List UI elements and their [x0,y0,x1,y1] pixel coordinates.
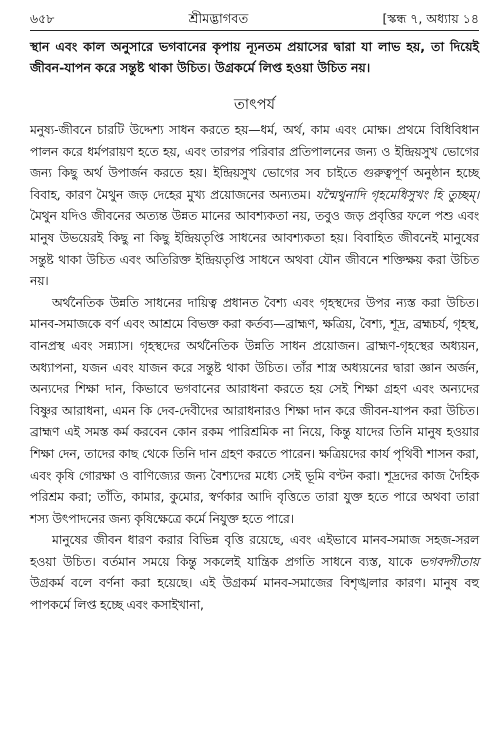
chapter-reference: [স্কন্ধ ৭, অধ্যায় ১৪ [382,11,479,26]
paragraph-1-quote: যন্মৈথুনাদি গৃহমেধিসুখং হি তুচ্ছম্। [315,187,480,202]
purport-heading: তাৎপর্য [233,97,276,113]
running-header [30,10,479,28]
paragraph-2: অর্থনৈতিক উন্নতি সাধনের দায়িত্ব প্রধানত বৈশ্য এবং গৃহস্থদের উপর ন্যস্ত করা উচিত। মানব-সমাজকে বর্ণ এবং আশ্রমে বিভক্ত করা কর্তব্য—ব্রাহ্মণ, ক্ষত্রিয়, বৈশ্য, শূদ্র, ব্রহ্মচর্য, গৃহস্থ, বানপ্রস্থ এবং সন্ন্যাস। গৃহস্থদের অর্থনৈতিক উন্নতি সাধন প্রয়োজন। ব্রাহ্মণ-গৃহস্থের অধ্যয়ন, অধ্যাপনা, যজন এবং যাজন করে সন্তুষ্ট থাকা উচিত। তাঁর শাস্ত্র অধ্যয়নের দ্বারা জ্ঞান অর্জন, অন্যদের শিক্ষা দান, কিভাবে ভগবানের আরাধনা করতে হয় সেই শিক্ষা গ্রহণ এবং অন্যদের বিষ্ণুর আরাধনা, এমন কি দেব-দেবীদের আরাধনারও শিক্ষা দান করে জীবন-যাপন করা উচিত। ব্রাহ্মণ এই সমস্ত কর্ম করবেন কোন রকম পারিশ্রমিক না নিয়ে, কিন্তু যাদের তিনি মানুষ হওয়ার শিক্ষা দেন, তাদের কাছ থেকে তিনি দান গ্রহণ করতে পারেন। ক্ষত্রিয়দের কার্য পৃথিবী শাসন করা, এবং কৃষি গোরক্ষা ও বাণিজ্যের জন্য বৈশ্যদের মধ্যে সেই ভূমি বণ্টন করা। শূদ্রদের কাজ দৈহিক পরিশ্রম করা; তাঁতি, কামার, কুমোর, স্বর্ণকার আদি বৃত্তিতে তারা যুক্ত হতে পারে অথবা তারা শস্য উৎপাদনের জন্য কৃষিক্ষেত্রে কর্মে নিযুক্ত হতে পারে। [30,295,479,526]
page-number: ৬৫৮ [30,11,55,26]
book-title: শ্রীমদ্ভাগবত [188,12,249,27]
paragraph-1-text: মনুষ্য-জীবনে চারটি উদ্দেশ্য সাধন করতে হয়—ধর্ম, অর্থ, কাম এবং মোক্ষ। প্রথমে বিধিবিধান পালন করে ধর্মপরায়ণ হতে হয়, এবং তারপর পরিবার প্রতিপালনের জন্য ও ইন্দ্রিয়সুখ ভোগের জন্য কিছু অর্থ উপার্জন করতে হয়। ইন্দ্রিয়সুখ ভোগের সব চাইতে গুরুত্বপূর্ণ অনুষ্ঠান হচ্ছে বিবাহ, কারণ মৈথুন জড় দেহের মুখ্য প্রয়োজনের অন্যতম। [30,123,479,202]
book-page [30,10,479,617]
paragraph-1-text-cont: মৈথুন যদিও জীবনের অত্যন্ত উন্নত মানের আবশ্যকতা নয়, তবুও জড় প্রবৃত্তির ফলে পশু এবং মানুষ উভয়েরই কিছু না কিছু ইন্দ্রিয়তৃপ্তি সাধনের আবশ্যকতা হয়। বিবাহিত জীবনেই মানুষের সন্তুষ্ট থাকা উচিত এবং অতিরিক্ত ইন্দ্রিয়তৃপ্তি সাধনে অথবা যৌন জীবনে শক্তিক্ষয় করা উচিত নয়। [30,209,479,289]
paragraph-3 [30,530,479,616]
translation-text: স্থান এবং কাল অনুসারে ভগবানের কৃপায় ন্যূনতম প্রয়াসের দ্বারা যা লাভ হয়, তা দিয়েই জীবন-যাপন করে সন্তুষ্ট থাকা উচিত। উগ্রকর্মে লিপ্ত হওয়া উচিত নয়। [30,39,479,75]
paragraph-3-text: মানুষের জীবন ধারণ করার বিভিন্ন বৃত্তি রয়েছে, এবং এইভাবে মানব-সমাজ সহজ-সরল হওয়া উচিত। বর্তমান সময়ে কিন্তু সকলেই যান্ত্রিক প্রগতি সাধনে ব্যস্ত, যাকে [30,533,479,569]
paragraph-3-text-cont: উগ্রকর্ম বলে বর্ণনা করা হয়েছে। এই উগ্রকর্ম মানব-সমাজের বিশৃঙ্খলার কারণ। মানুষ বহু পাপকর্মে লিপ্ত হচ্ছে এবং কসাইখানা, [30,576,479,613]
paragraph-3-quote: ভগবদ্গীতায় [419,554,479,569]
paragraph-1 [30,120,479,293]
